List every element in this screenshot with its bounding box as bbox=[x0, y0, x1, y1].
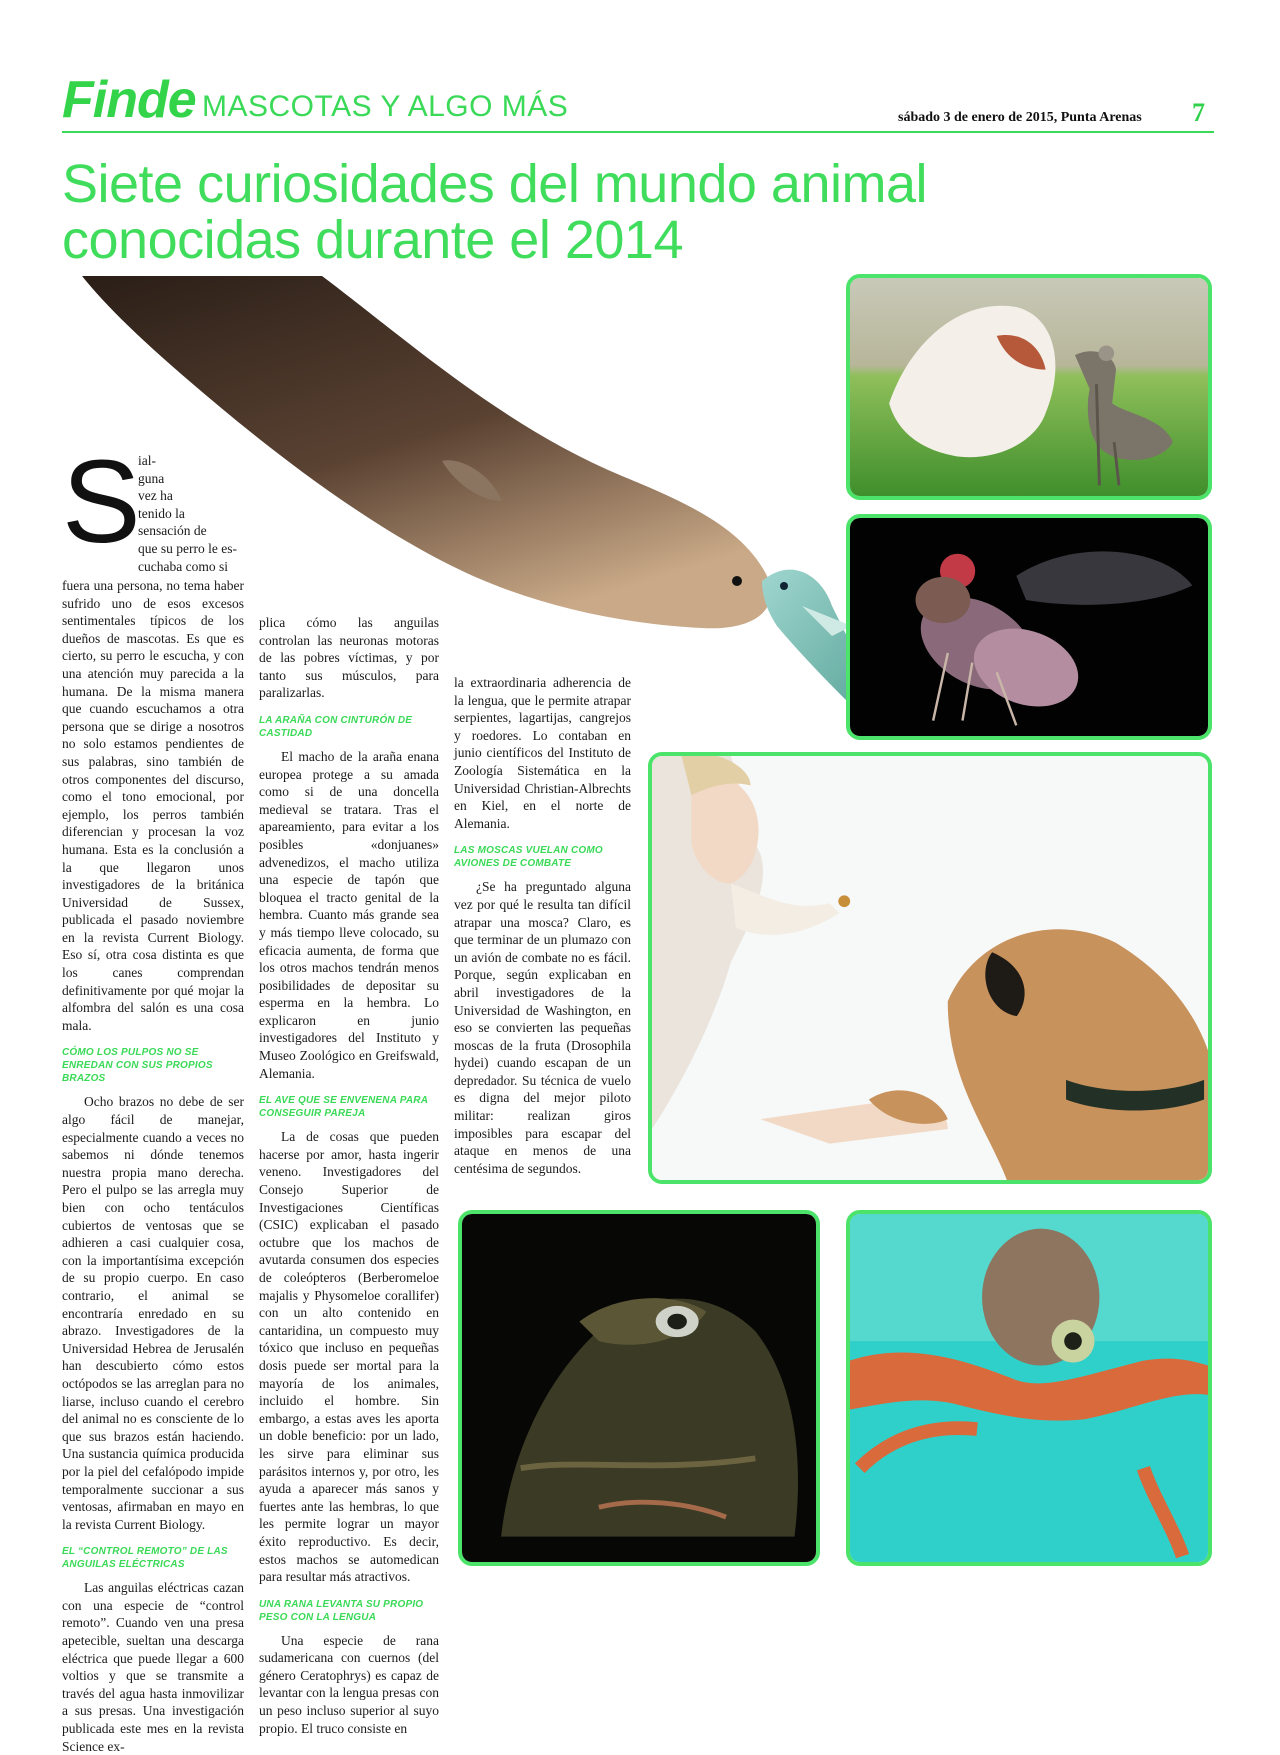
bustard-photo-frame bbox=[846, 274, 1212, 500]
subhead-eels: EL “CONTROL REMOTO” DE LAS ANGUILAS ELÉCTRICAS bbox=[62, 1546, 228, 1571]
fruit-fly-image bbox=[850, 518, 1208, 736]
article-column-3 bbox=[454, 674, 631, 1177]
page-number: 7 bbox=[1192, 98, 1205, 127]
bustard-image bbox=[850, 278, 1208, 496]
paragraph-octopus: Ocho brazos no debe de ser algo fácil de manejar, especialmente cuando a veces no sabemos ni dónde tenemos nuestra propia mano derecha. Pero el pulpo se las arregla muy bien con ocho tentáculos cubiertos de ventosas que se adhieren a casi cualquier cosa, con la importantísima excepción de su propio cuerpo. En caso contrario, el animal se encontraría enredado en su abrazo. Investigadores de la Universidad Hebrea de Jerusalén han descubierto cómo estos octópodos se las arreglan para no liarse, incluso cuando el cerebro del animal no es consciente de lo que sus brazos están haciendo. Una sustancia química producida por la piel del cefalópodo impide temporalmente succionar a sus ventosas, afirmaban en mayo en la revista Current Biology. bbox=[62, 1094, 244, 1532]
subhead-spider: LA ARAÑA CON CINTURÓN DE CASTIDAD bbox=[259, 714, 413, 739]
dateline: sábado 3 de enero de 2015, Punta Arenas bbox=[898, 110, 1142, 125]
intro-wrap-line: ial- bbox=[138, 453, 156, 468]
paragraph-spider: El macho de la araña enana europea protege a su amada como si de una doncella medieval se tratara. Tras el apareamiento, para evitar a los posibles «donjuanes» advenedizos, el macho utiliza una especie de tapón que bloquea el tracto genital de la hembra. Cuanto más grande sea y más tiempo lleve colocado, su eficacia aumenta, de forma que los otros machos tendrán menos posibilidades de depositar su esperma en la hembra. Lo explicaron en junio investigadores del Instituto y Museo Zoológico en Greifswald, Alemania. bbox=[259, 748, 439, 1081]
subhead-frog: UNA RANA LEVANTA SU PROPIO PESO CON LA LENGUA bbox=[259, 1598, 424, 1623]
intro-wrap-line: sensación de bbox=[138, 523, 207, 539]
dog-photo-frame bbox=[648, 752, 1212, 1184]
paragraph-eels-cont: plica cómo las anguilas controlan las neuronas motoras de las pobres víctimas, y por tanto sus músculos, para paralizarlas. bbox=[259, 615, 439, 701]
frog-photo-frame bbox=[458, 1210, 820, 1566]
intro-wrap-line: cuchaba como si bbox=[138, 558, 228, 574]
paragraph-flies: ¿Se ha preguntado alguna vez por qué le resulta tan difícil atrapar una mosca? Claro, es que terminar de un plumazo con un avión de combate no es fácil. Porque, según explicaban en abril investigadores de la Universidad de Washington, en eso se convierten las pequeñas moscas de la fruta (Drosophila hydei) cuando escapan de un depredador. Su técnica de vuelo es digna del mejor piloto militar: realizan giros imposibles para escapar del ataque en menos de una centésima de segundos. bbox=[454, 879, 631, 1176]
paragraph-frog: Una especie de rana sudamericana con cuernos (del género Ceratophrys) es capaz de levantar con la lengua presas con un peso incluso superior al suyo propio. El truco consiste en bbox=[259, 1632, 439, 1736]
intro-wrap-line: tenido la bbox=[138, 505, 185, 521]
article-column-2 bbox=[259, 614, 439, 1737]
paragraph-bird: La de cosas que pueden hacerse por amor, hasta ingerir veneno. Investigadores del Consejo Superior de Investigaciones Científicas (CSIC) explicaban el pasado octubre que los machos de avutarda consumen dos especies de coleópteros (Berberomeloe majalis y Physomeloe corallifer) con un alto contenido en cantaridina, un compuesto muy tóxico que incluso en pequeñas dosis puede ser mortal para la mayoría de los animales, incluido el hombre. Sin embargo, a estas aves les aporta un doble beneficio: por un lado, les sirve para eliminar sus parásitos internos y, por otro, les ayuda a aparecer más sanos y fuertes ante las hembras, lo que les permite lograr un mayor éxito reproductivo. Es decir, estos machos se automedican para resultar más atractivos. bbox=[259, 1129, 439, 1585]
subhead-bird: EL AVE QUE SE ENVENENA PARA CONSEGUIR PAREJA bbox=[259, 1095, 428, 1120]
page-headline: Siete curiosidades del mundo animal conocidas durante el 2014 bbox=[62, 154, 928, 270]
octopus-photo-frame bbox=[846, 1210, 1212, 1566]
intro-paragraph: fuera una persona, no tema haber sufrido uno de esos excesos sentimentales típicos de los dueños de mascotas. Es que es cierto, su perro le escucha, y con una atención muy parecida a la humana. De la misma manera que cuando escuchamos a otra persona que se dirige a nosotros no solo estamos pendientes de sus palabras, sino también de otros componentes del discurso, como el tono emocional, por ejemplo, los perros también diferencian y procesan la voz humana. Esta es la conclusión a la que llegaron unos investigadores de la británica Universidad de Sussex, publicada el pasado noviembre en la revista Current Biology. Eso sí, otra cosa distinta es que los canes comprendan definitivamente por qué mojar la alfombra del salón es una cosa mala. bbox=[62, 578, 244, 1033]
fly-photo-frame bbox=[846, 514, 1212, 740]
section-title: MASCOTAS Y ALGO MÁS bbox=[202, 90, 569, 123]
finde-logo: Finde bbox=[62, 71, 196, 129]
paragraph-frog-cont: la extraordinaria adherencia de la lengua, que le permite atrapar serpientes, lagartijas, cangrejos y roedores. Lo contaban en junio científicos del Instituto de Zoología Sistemática en la Universidad Christian-Albrechts en Kiel, en el norte de Alemania. bbox=[454, 675, 631, 831]
drop-cap: S bbox=[62, 436, 141, 568]
article-column-1 bbox=[138, 452, 246, 575]
header-rule bbox=[62, 131, 1214, 133]
horned-frog-image bbox=[462, 1214, 816, 1562]
paragraph-eels: Las anguilas eléctricas cazan con una especie de “control remoto”. Cuando ven una presa apetecible, sueltan una descarga eléctrica que puede llegar a 600 voltios y que se transmite a través del agua hasta inmovilizar a sus presas. Una investigación publicada este mes en la revista Science ex- bbox=[62, 1580, 244, 1754]
woman-and-dog-image bbox=[652, 756, 1208, 1180]
subhead-flies: LAS MOSCAS VUELAN COMO AVIONES DE COMBATE bbox=[454, 845, 603, 870]
intro-wrap-line: vez ha bbox=[138, 488, 173, 504]
octopus-image bbox=[850, 1214, 1208, 1562]
intro-wrap-line: que su perro le es- bbox=[138, 540, 237, 556]
article-column-1-body bbox=[62, 577, 244, 1755]
intro-wrap-line: guna bbox=[138, 470, 165, 486]
subhead-octopus: CÓMO LOS PULPOS NO SE ENREDAN CON SUS PROPIOS BRAZOS bbox=[62, 1047, 213, 1085]
